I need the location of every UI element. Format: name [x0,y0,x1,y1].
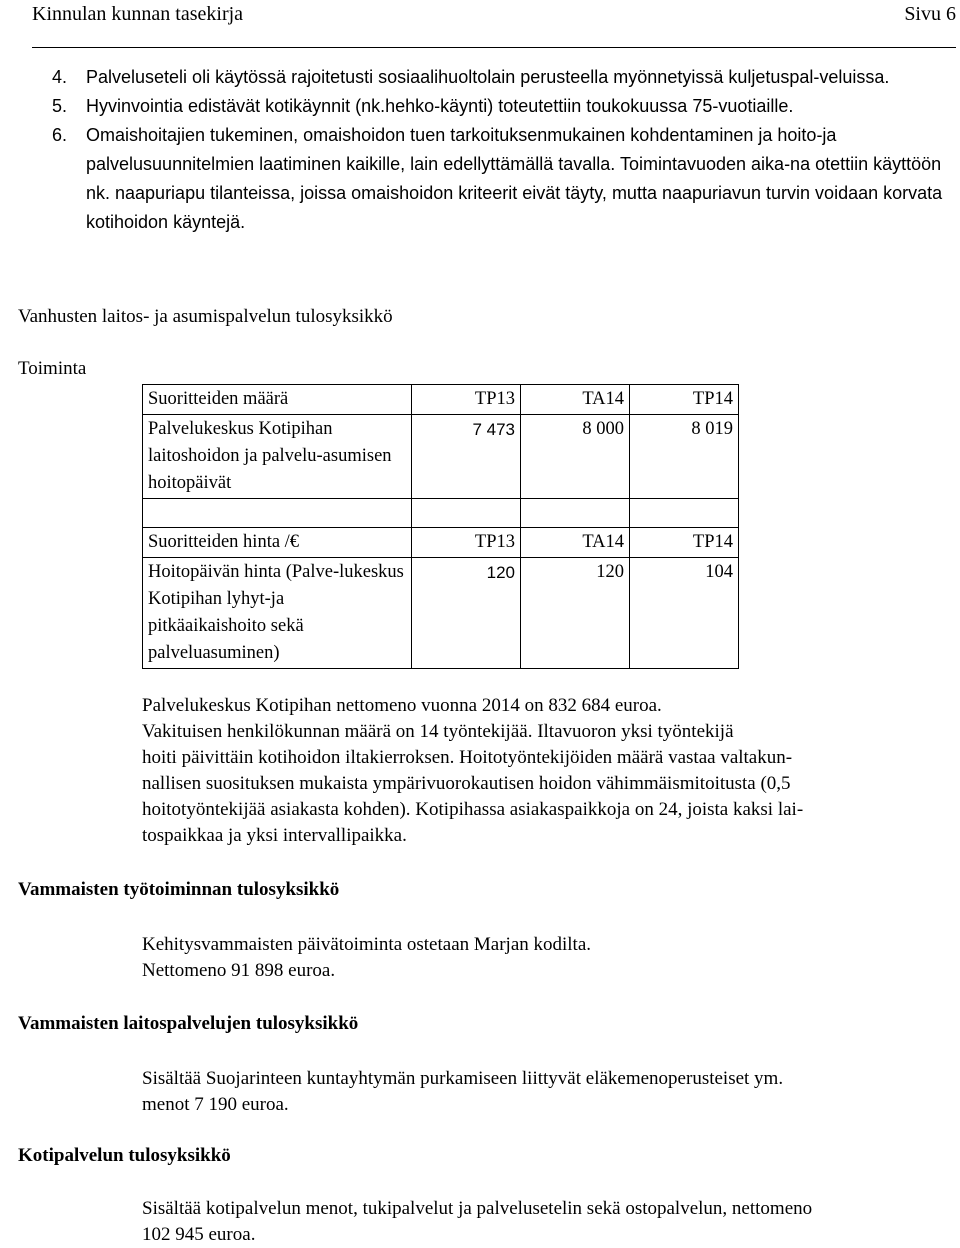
table-row [143,558,739,669]
list-text: Omaishoitajien tukeminen, omaishoidon tuen tarkoituksenmukainen kohdentaminen ja hoito-ja palvelusuunnitelmien laatiminen kaikille, lain edellyttämällä tavalla. Toimintavuoden aika-na otettiin käyttöön nk. naapuriapu tilanteissa, joissa omaishoidon kriteerit eivät täyty, mutta naapuriavun turvin voidaan korvata kotihoidon käyntejä. [86,125,943,232]
list-text: Palveluseteli oli käytössä rajoitetusti sosiaalihuoltolain perusteella myönnetyissä kuljetuspal-veluissa. [86,67,890,87]
section-heading-disabled-institution: Vammaisten laitospalvelujen tulosyksikkö [18,1013,359,1034]
subheading-toiminta: Toiminta [18,358,87,379]
list-number: 4. [52,67,68,87]
value-tp13: 120 [486,563,515,582]
table-cell-value: 8 000 [521,415,630,499]
paragraph-line: tospaikkaa ja yksi intervallipaikka. [142,825,407,846]
paragraph-line: menot 7 190 euroa. [142,1094,289,1115]
table-cell-value: 8 019 [630,415,739,499]
numbered-list [52,63,957,237]
section-heading-home-service: Kotipalvelun tulosyksikkö [18,1145,231,1166]
section-heading-elderly-care: Vanhusten laitos- ja asumispalvelun tulosyksikkö [18,306,393,327]
paragraph-line: Kehitysvammaisten päivätoiminta ostetaan Marjan kodilta. [142,934,592,955]
table-cell-value: 104 [630,558,739,669]
paragraph-line: hoiti päivittäin kotihoidon iltakierroksen. Hoitotyöntekijöiden määrä vastaa valtakun- [142,747,793,768]
table-row [143,415,739,499]
table-cell-label: Palvelukeskus Kotipihan laitoshoidon ja palvelu-asumisen hoitopäivät [143,415,412,499]
table-header-row [143,385,739,415]
document-title: Kinnulan kunnan tasekirja [32,3,244,25]
paragraph-line: 102 945 euroa. [142,1224,256,1245]
kotipiha-paragraph [142,693,957,849]
disabled-work-paragraph [142,932,957,984]
list-number: 5. [52,96,68,116]
table-header-cell: TP14 [630,385,739,415]
page-number: Sivu 6 [904,3,956,25]
table-header-cell: TP13 [412,385,521,415]
table-cell-value: 120 [521,558,630,669]
paragraph-line: Vakituisen henkilökunnan määrä on 14 työntekijää. Iltavuoron yksi työntekijä [142,721,734,742]
list-item [52,63,957,92]
services-table [142,384,739,669]
table-header-row [143,528,739,558]
table-header-cell: Suoritteiden hinta /€ [143,528,412,558]
paragraph-line: Nettomeno 91 898 euroa. [142,960,336,981]
paragraph-line: nallisen suosituksen mukaista ympärivuorokautisen hoidon vähimmäismitoitusta (0,5 [142,773,791,794]
list-text: Hyvinvointia edistävät kotikäynnit (nk.hehko-käynti) toteutettiin toukokuussa 75-vuotiaille. [86,96,794,116]
table-cell-value [412,558,521,669]
list-item [52,92,957,121]
section-heading-disabled-work: Vammaisten työtoiminnan tulosyksikkö [18,879,340,900]
list-item [52,121,957,237]
page-header [32,0,956,48]
table-cell-label: Hoitopäivän hinta (Palve-lukeskus Kotipihan lyhyt-ja pitkäaikaishoito sekä palveluasuminen) [143,558,412,669]
table-spacer-row [143,499,739,528]
paragraph-line: Sisältää kotipalvelun menot, tukipalvelut ja palvelusetelin sekä ostopalvelun, nettomeno [142,1198,813,1219]
paragraph-line: hoitotyöntekijää asiakasta kohden). Kotipihassa asiakaspaikkoja on 24, joista kaksi lai- [142,799,804,820]
table-header-cell: TA14 [521,528,630,558]
value-tp13: 7 473 [472,420,515,439]
disabled-institution-paragraph [142,1066,957,1118]
table-header-cell: TA14 [521,385,630,415]
list-number: 6. [52,125,68,145]
paragraph-line: Sisältää Suojarinteen kuntayhtymän purkamiseen liittyvät eläkemenoperusteiset ym. [142,1068,784,1089]
table-header-cell: Suoritteiden määrä [143,385,412,415]
paragraph-line: Palvelukeskus Kotipihan nettomeno vuonna 2014 on 832 684 euroa. [142,695,662,716]
home-service-paragraph [142,1196,957,1248]
table-cell-value [412,415,521,499]
table-header-cell: TP13 [412,528,521,558]
table-header-cell: TP14 [630,528,739,558]
